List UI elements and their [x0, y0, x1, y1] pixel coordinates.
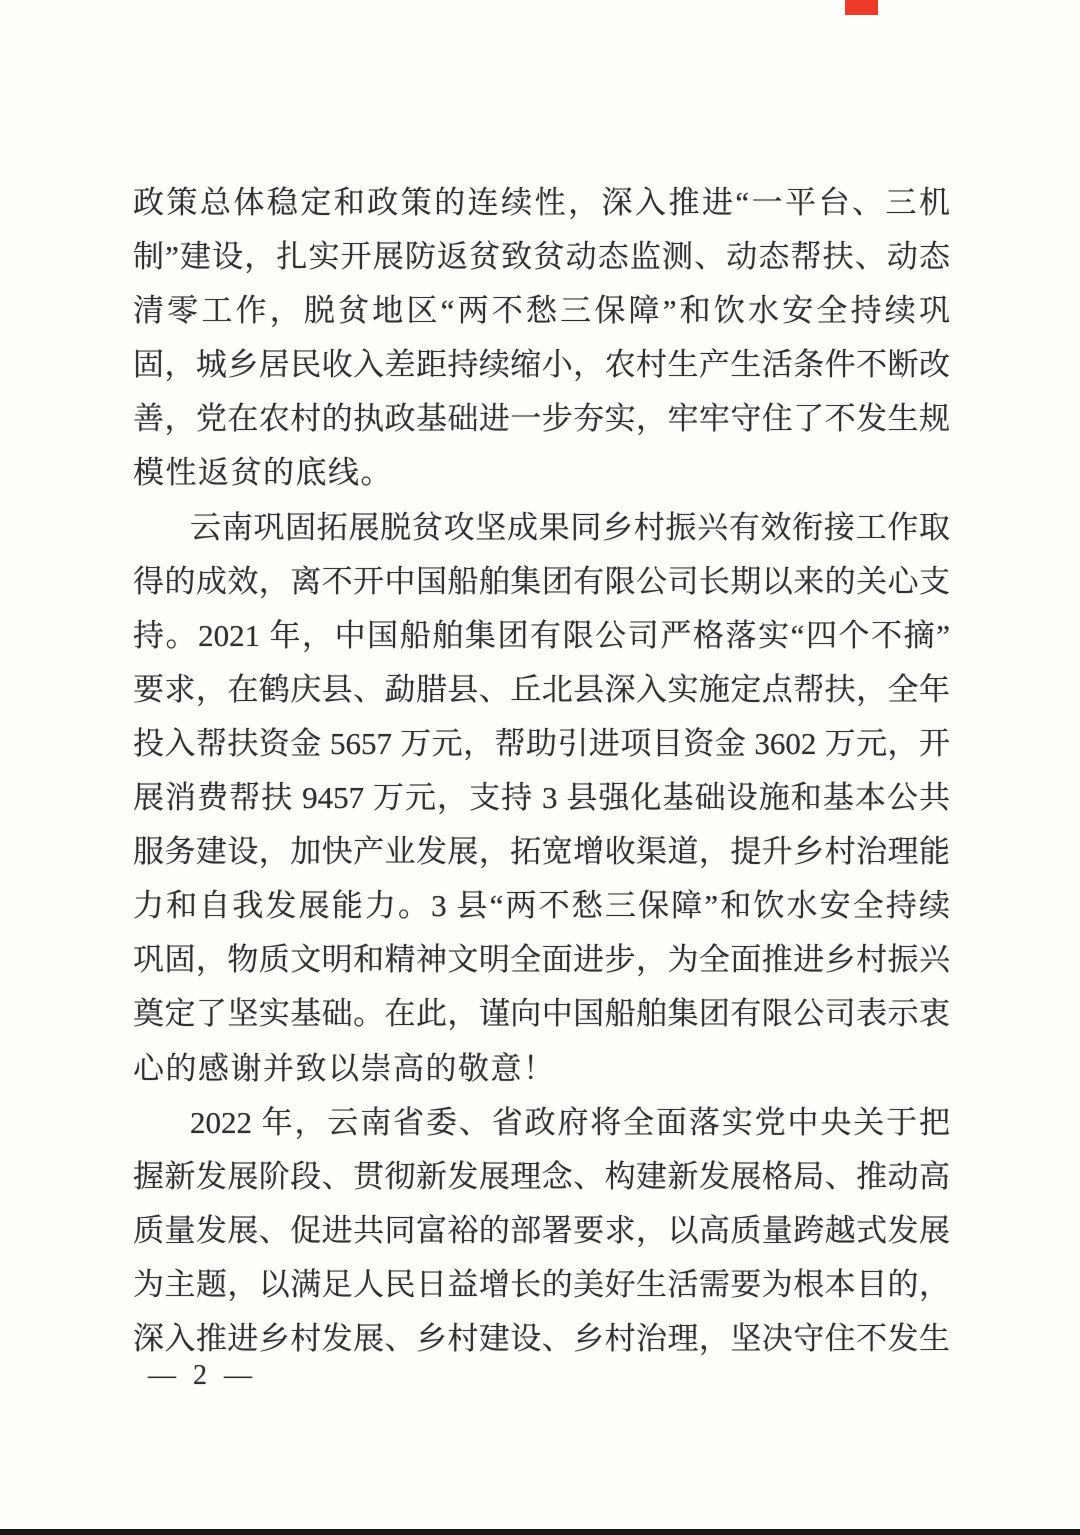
text-line: 清零工作，脱贫地区“两不愁三保障”和饮水安全持续巩	[133, 293, 950, 329]
text-line: 政策总体稳定和政策的连续性，深入推进“一平台、三机	[133, 185, 950, 220]
text-line: 2022 年，云南省委、省政府将全面落实党中央关于把	[190, 1104, 950, 1140]
text-line: 善，党在农村的执政基础进一步夯实，牢牢守住了不发生规	[133, 401, 950, 437]
text-line: 奠定了坚实基础。在此，谨向中国船舶集团有限公司表示衷	[133, 996, 950, 1032]
paragraph	[133, 176, 950, 501]
text-line: 质量发展、促进共同富裕的部署要求，以高质量跨越式发展	[133, 1212, 950, 1248]
text-line: 固，城乡居民收入差距持续缩小，农村生产生活条件不断改	[133, 347, 950, 383]
text-line: 模性返贫的底线。	[133, 455, 393, 491]
paragraph	[133, 1096, 950, 1366]
text-line: 展消费帮扶 9457 万元，支持 3 县强化基础设施和基本公共	[133, 780, 950, 816]
paragraph	[133, 501, 950, 1096]
text-line: 要求，在鹤庆县、勐腊县、丘北县深入实施定点帮扶，全年	[133, 671, 950, 707]
text-line: 得的成效，离不开中国船舶集团有限公司长期以来的关心支	[133, 563, 950, 599]
scan-bottom-edge	[0, 1529, 1080, 1535]
red-corner-mark	[845, 0, 878, 15]
text-line: 制”建设，扎实开展防返贫致贫动态监测、动态帮扶、动态	[133, 239, 950, 275]
text-line: 服务建设，加快产业发展，拓宽增收渠道，提升乡村治理能	[133, 834, 950, 870]
text-line: 巩固，物质文明和精神文明全面进步，为全面推进乡村振兴	[133, 942, 950, 978]
text-line: 力和自我发展能力。3 县“两不愁三保障”和饮水安全持续	[133, 888, 950, 924]
text-line: 云南巩固拓展脱贫攻坚成果同乡村振兴有效衔接工作取	[190, 509, 950, 545]
text-line: 投入帮扶资金 5657 万元，帮助引进项目资金 3602 万元，开	[133, 725, 950, 761]
text-line: 深入推进乡村发展、乡村建设、乡村治理，坚决守住不发生	[133, 1320, 950, 1356]
text-line: 心的感谢并致以崇高的敬意！	[133, 1050, 556, 1086]
text-line: 持。2021 年，中国船舶集团有限公司严格落实“四个不摘”	[133, 617, 950, 653]
page-number: — 2 —	[148, 1360, 257, 1391]
text-line: 为主题，以满足人民日益增长的美好生活需要为根本目的，	[133, 1266, 950, 1302]
document-body	[133, 176, 950, 1366]
text-line: 握新发展阶段、贯彻新发展理念、构建新发展格局、推动高	[133, 1158, 950, 1194]
